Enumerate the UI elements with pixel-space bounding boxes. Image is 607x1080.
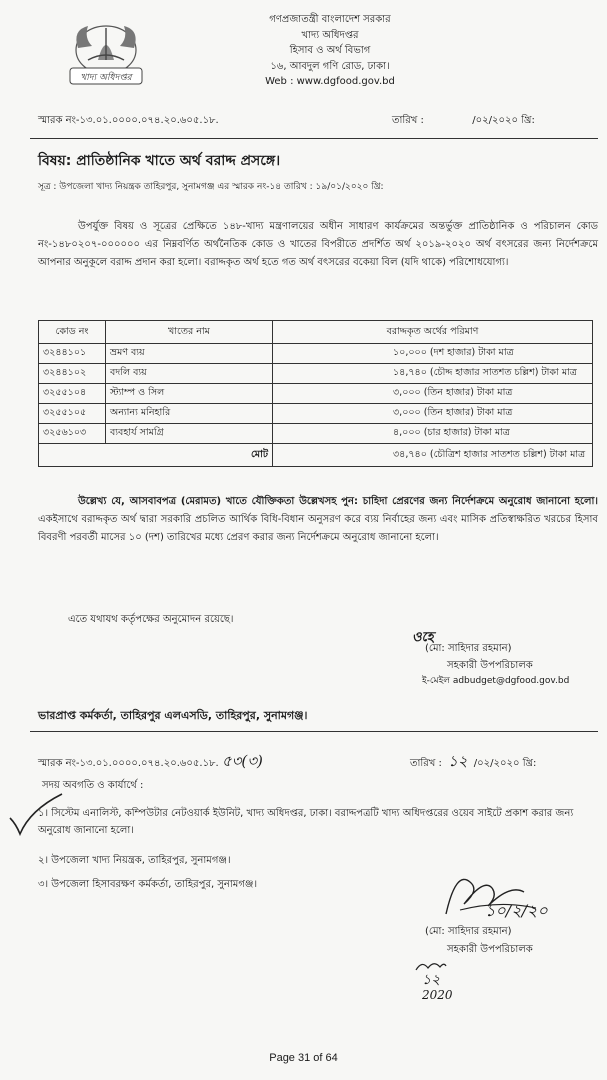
header-amount: বরাদ্দকৃত অর্থের পরিমাণ xyxy=(273,321,593,344)
initials-year: 2020 xyxy=(422,988,453,1002)
row-code: ৩২৫৫১০৫ xyxy=(39,404,106,424)
row-code: ৩২৫৫১০৪ xyxy=(39,384,106,404)
copy-date-label: তারিখ : xyxy=(410,758,442,769)
instruction-rest: একইসাথে বরাদ্দকৃত অর্থ দ্বারা সরকারি প্রচলিত আর্থিক বিধি-বিধান অনুসরণ করে ব্যয় নির্বাহের জন্য এবং মাসিক প্রতিস্বাক্ষরিত খরচের হিসাব বিবরণী পরবর্তী মাসের ১০ (দশ) তারিখের মধ্যে প্রেরণ করার জন্য নির্দেশক্রমে অনুরোধ জানানো হলো। xyxy=(38,514,598,543)
table-row xyxy=(39,384,593,404)
division-name: হিসাব ও অর্থ বিভাগ xyxy=(289,45,371,56)
row-amount: ৩,০০০ (তিন হাজার) টাকা মাত্র xyxy=(273,404,593,424)
cc-intro: সদয় অবগতি ও কার্যার্থে : xyxy=(42,780,144,791)
signatory-email: ই-মেইল adbudget@dgfood.gov.bd xyxy=(422,676,570,686)
row-name: ভ্রমণ ব্যয় xyxy=(106,344,273,364)
initials-scribble xyxy=(414,958,448,974)
copy-memo xyxy=(38,750,263,775)
copy-memo-ref: স্মারক নং-১৩.০১.০০০০.০৭৪.২০.৬০৫.১৮. xyxy=(38,758,219,769)
total-amount: ৩৪,৭৪০ (চৌত্রিশ হাজার সাতশত চল্লিশ) টাকা মাত্র xyxy=(273,444,593,467)
allocation-table xyxy=(38,320,593,467)
food-department-logo xyxy=(58,20,154,88)
total-label: মোট xyxy=(39,444,273,467)
cc-item-number: ৩। xyxy=(38,879,49,890)
signatory-name: (মো: সাহিদার রহমান) xyxy=(425,643,512,654)
body-paragraph: উপর্যুক্ত বিষয় ও সূত্রের প্রেক্ষিতে ১৪৮-খাদ্য মন্ত্রণালয়ের অধীন সাধারণ কার্যক্রমের অন্তর্ভুক্ত প্রাতিষ্ঠানিক ও পরিচালন কোড নং-১৪৮০২০৭-০০০০০০ এর নিম্নবর্ণিত অর্থনৈতিক কোড ও খাতের বিপরীতে প্রদর্শিত অর্থ ২০১৯-২০২০ অর্থ বৎসরের জন্য নির্দেশক্রমে আপনার অনুকূলে বরাদ্দ প্রদান করা হলো। বরাদ্দকৃত অর্থ হতে গত অর্থ বৎসরের বকেয়া বিল (যদি থাকে) পরিশোধযোগ্য। xyxy=(38,221,598,268)
table-row xyxy=(39,424,593,444)
header-code: কোড নং xyxy=(39,321,106,344)
row-amount: ৪,০০০ (চার হাজার) টাকা মাত্র xyxy=(273,424,593,444)
signature-date-handwritten: ১০/২/২০ xyxy=(485,901,548,920)
department-name: খাদ্য অধিদপ্তর xyxy=(301,29,359,41)
letterhead xyxy=(170,12,490,90)
instruction-paragraph xyxy=(38,493,598,547)
row-amount: ১৪,৭৪০ (চৌদ্দ হাজার সাতশত চল্লিশ) টাকা মাত্র xyxy=(273,364,593,384)
row-amount: ৩,০০০ (তিন হাজার) টাকা মাত্র xyxy=(273,384,593,404)
table-total-row xyxy=(39,444,593,467)
cc-item xyxy=(38,805,603,839)
cc-item-number: ১। xyxy=(38,808,49,819)
signature-mark: ওহে xyxy=(412,630,434,645)
approval-note: এতে যথাযথ কর্তৃপক্ষের অনুমোদন রয়েছে। xyxy=(68,614,234,625)
memo-date xyxy=(392,114,535,127)
row-name: অন্যান্য মনিহারি xyxy=(106,404,273,424)
source-reference: সূত্র : উপজেলা খাদ্য নিয়ন্ত্রক তাহিরপুর, সুনামগঞ্জ এর স্মারক নং-১৪ তারিখ : ১৯/০১/২০২০ খ্রি: xyxy=(38,182,384,192)
signatory2-title: সহকারী উপপরিচালক xyxy=(447,944,533,955)
govt-name: গণপ্রজাতন্ত্রী বাংলাদেশ সরকার xyxy=(269,14,391,25)
header-sector: খাতের নাম xyxy=(106,321,273,344)
row-code: ৩২৪৪১০১ xyxy=(39,344,106,364)
cc-item-text: সিস্টেম এনালিস্ট, কম্পিউটার নেটওয়ার্ক ইউনিট, খাদ্য অধিদপ্তর, ঢাকা। বরাদ্দপত্রটি খাদ্য অধিদপ্তরের ওয়েব সাইটে প্রকাশ করার জন্য অনুরোধ জানানো হলো। xyxy=(38,808,574,836)
row-code: ৩২৫৬১০৩ xyxy=(39,424,106,444)
cc-item-text: উপজেলা খাদ্য নিয়ন্ত্রক, তাহিরপুর, সুনামগঞ্জ। xyxy=(51,855,231,866)
table-header-row xyxy=(39,321,593,344)
signatory-title: সহকারী উপপরিচালক xyxy=(447,660,533,671)
logo-text: খাদ্য অধিদপ্তর xyxy=(80,73,132,83)
recipient-line: ভারপ্রাপ্ত কর্মকর্তা, তাহিরপুর এলএসডি, তাহিরপুর, সুনামগঞ্জ। xyxy=(38,709,308,722)
copy-memo-date xyxy=(410,750,536,775)
row-name: বদলি ব্যয় xyxy=(106,364,273,384)
row-code: ৩২৪৪১০২ xyxy=(39,364,106,384)
row-name: স্ট্যাম্প ও সিল xyxy=(106,384,273,404)
copy-memo-handwritten-ref: ৫৩(৩) xyxy=(221,752,263,770)
memo-ref: স্মারক নং-১৩.০১.০০০০.০৭৪.২০.৬০৫.১৮. xyxy=(38,115,219,126)
cc-item-number: ২। xyxy=(38,855,49,866)
header-divider xyxy=(30,138,598,139)
table-row xyxy=(39,344,593,364)
memo-date-value: /০২/২০২০ খ্রি: xyxy=(472,115,535,126)
website: Web : www.dgfood.gov.bd xyxy=(265,76,395,87)
office-address: ১৬, আবদুল গণি রোড, ঢাকা। xyxy=(270,60,390,72)
copy-date-rest: /০২/২০২০ খ্রি: xyxy=(473,758,537,769)
page-number: Page 31 of 64 xyxy=(269,1052,338,1064)
row-name: ব্যবহার্য সামগ্রি xyxy=(106,424,273,444)
memo-date-label: তারিখ : xyxy=(392,115,424,126)
row-amount: ১০,০০০ (দশ হাজার) টাকা মাত্র xyxy=(273,344,593,364)
signatory2-name: (মো: সাহিদার রহমান) xyxy=(425,926,512,937)
section-divider xyxy=(30,731,598,732)
cc-item-text: উপজেলা হিসাবরক্ষণ কর্মকর্তা, তাহিরপুর, সুনামগঞ্জ। xyxy=(51,879,258,890)
table-row xyxy=(39,364,593,384)
copy-date-handwritten: ১২ xyxy=(448,752,468,770)
instruction-bold: উল্লেখ্য যে, আসবাবপত্র (মেরামত) খাতে যৌক্তিকতা উল্লেখসহ পুন: চাহিদা প্রেরণের জন্য নির্দেশক্রমে অনুরোধ জানানো হলো। xyxy=(78,496,598,507)
initials-handwritten: ১২ xyxy=(422,972,441,988)
subject-line: বিষয়: প্রাতিষ্ঠানিক খাতে অর্থ বরাদ্দ প্রসঙ্গে। xyxy=(38,153,281,169)
table-row xyxy=(39,404,593,424)
